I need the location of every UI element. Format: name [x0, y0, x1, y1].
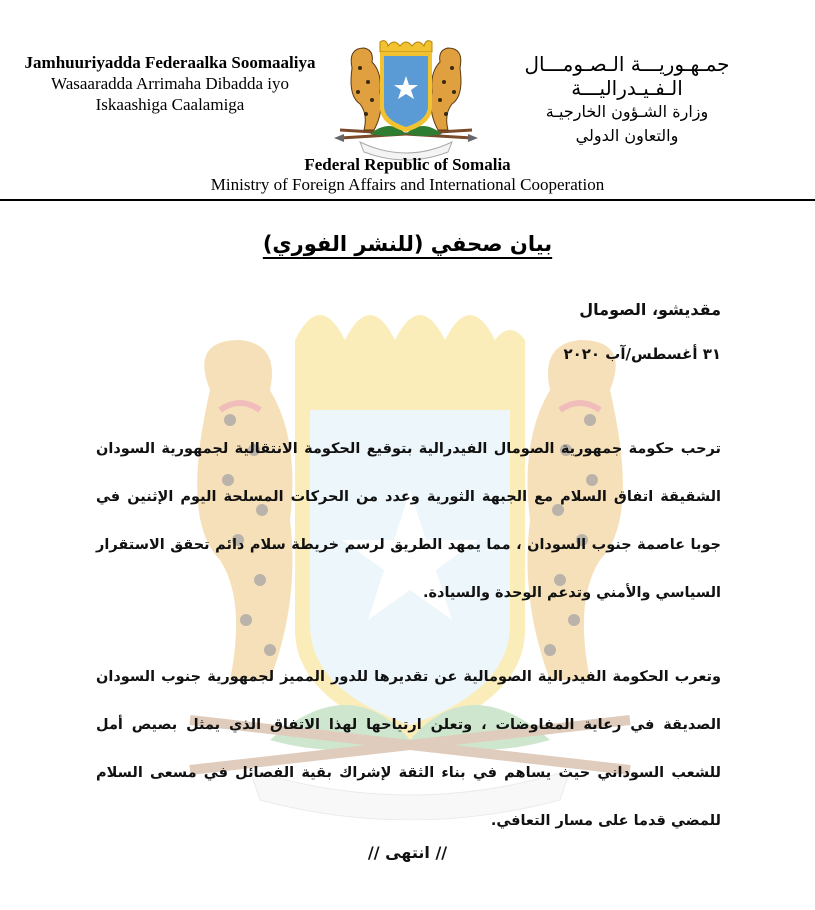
header-somali-block: [0, 52, 340, 115]
coat-of-arms-icon: [330, 38, 482, 164]
document-title: بيان صحفي (للنشر الفوري): [262, 232, 553, 256]
header-somali-line-3: Iskaashiga Caalamiga: [95, 95, 245, 114]
dateline-date: ٣١ أغسطس/آب ٢٠٢٠: [563, 345, 721, 363]
header-somali-line-2: Wasaaradda Arrimaha Dibadda iyo: [51, 74, 289, 93]
dateline-place: مقديشو، الصومال: [579, 300, 721, 319]
header-arabic-block: [467, 52, 787, 148]
header-arabic-line-1: جمـهـوريـــة الـصـومـــال الـفـيـدراليـــة: [524, 52, 730, 100]
header-english-title: Federal Republic of Somalia: [304, 155, 511, 174]
header-divider: [0, 199, 815, 201]
header-arabic-line-2: وزارة الشـؤون الخارجيـة: [545, 102, 709, 121]
paragraph-1: ترحب حكومة جمهورية الصومال الفيدرالية بتوقيع الحكومة الانتقالية لجمهورية السودان الشقيقة اتفاق السلام مع الجبهة الثورية وعدد من الحركات المسلحة اليوم الإثنين في جوبا عاصمة جنوب السودان ، مما يمهد الطريق لرسم خريطة سلام دائم تحقق الاستقرار السياسي والأمني وتدعم الوحدة والسيادة.: [96, 441, 721, 601]
paragraph-2: وتعرب الحكومة الفيدرالية الصومالية عن تقديرها للدور المميز لجمهورية جنوب السودان الصديقة في رعاية المفاوضات ، وتعلن ارتياحها لهذا الاتفاق الذي يمثل بصيص أمل للشعب السوداني حيث يساهم في بناء الثقة لإشراك بقية الفصائل في مسعى السلام للمضي قدما على مسار التعافي.: [96, 669, 721, 829]
header-english-subtitle: Ministry of Foreign Affairs and International Cooperation: [210, 175, 605, 194]
header-arabic-line-3: والتعاون الدولي: [575, 126, 679, 145]
closing-mark: // انتهى //: [367, 843, 448, 862]
header-somali-line-1: Jamhuuriyadda Federaalka Soomaaliya: [24, 53, 316, 72]
